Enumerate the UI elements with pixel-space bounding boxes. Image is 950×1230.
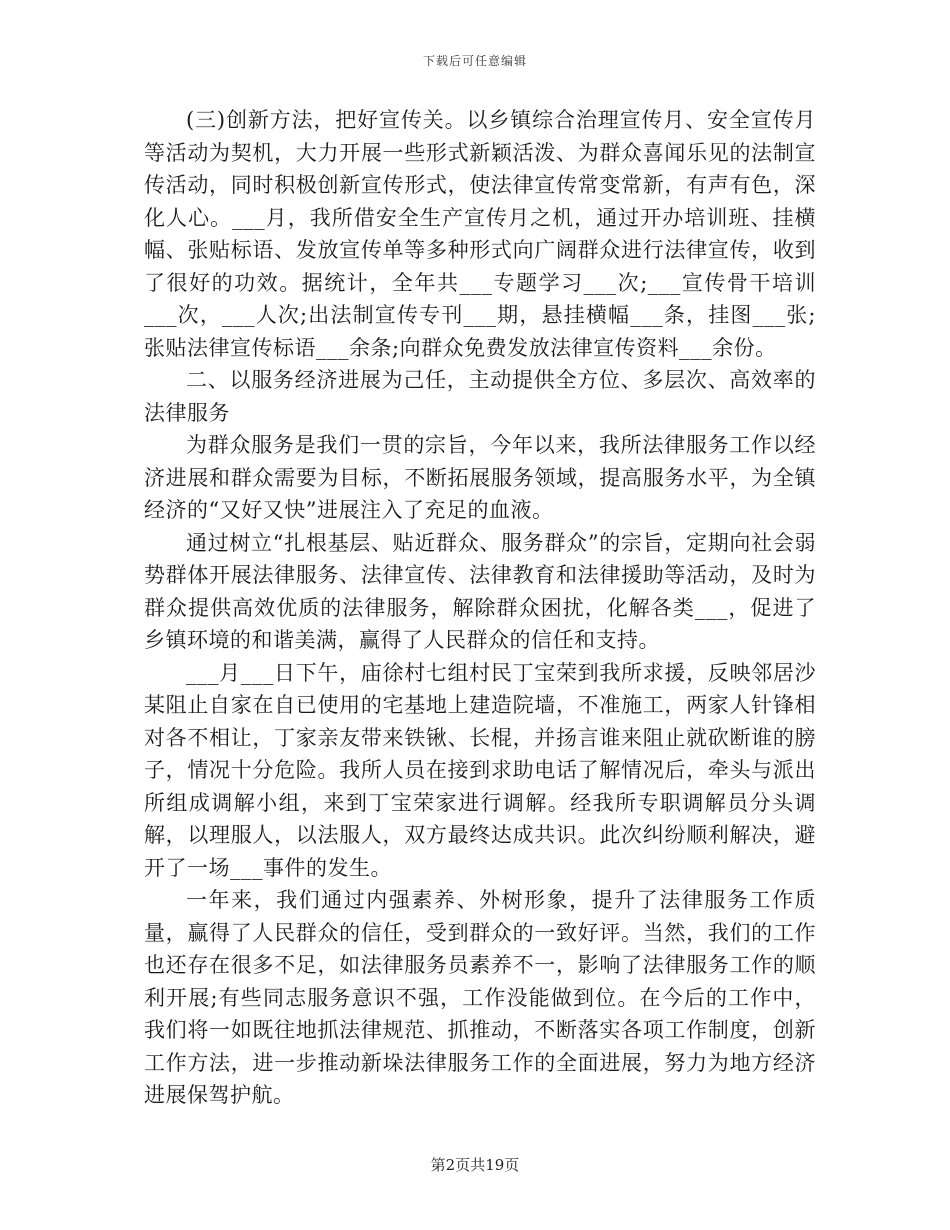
paragraph-year-summary: 一年来，我们通过内强素养、外树形象，提升了法律服务工作质量，赢得了人民群众的信任，受到群众的一致好评。当然，我们的工作也还存在很多不足，如法律服务员素养不一，影响了法律服务工作的顺利开展;有些同志服务意识不强，工作没能做到位。在今后的工作中，我们将一如既往地抓法律规范、抓推动，不断落实各项工作制度，创新工作方法，进一步推动新垛法律服务工作的全面进展，努力为地方经济进展保驾护航。 (144, 888, 816, 1107)
page-header: 下载后可任意编辑 (422, 54, 527, 68)
paragraph-innovate-methods: (三)创新方法，把好宣传关。以乡镇综合治理宣传月、安全宣传月等活动为契机，大力开展一些形式新颖活泼、为群众喜闻乐见的法制宣传活动，同时积极创新宣传形式，使法律宣传常变常新，有声有色，深化人心。___月，我所借安全生产宣传月之机，通过开办培训班、挂横幅、张贴标语、发放宣传单等多种形式向广阔群众进行法律宣传，收到了很好的功效。据统计，全年共___专题学习___次;___宣传骨干培训___次，___人次;出法制宣传专刊___期，悬挂横幅___条，挂图___张;张贴法律宣传标语___余条;向群众免费发放法律宣传资料___余份。 (144, 108, 816, 360)
paragraph-grassroots-service: 通过树立“扎根基层、贴近群众、服务群众”的宗旨，定期向社会弱势群体开展法律服务、法律宣传、法律教育和法律援助等活动，及时为群众提供高效优质的法律服务，解除群众困扰，化解各类___，促进了乡镇环境的和谐美满，赢得了人民群众的信任和支持。 (144, 530, 816, 652)
paragraph-service-purpose: 为群众服务是我们一贯的宗旨，今年以来，我所法律服务工作以经济进展和群众需要为目标，不断拓展服务领域，提高服务水平，为全镇经济的“又好又快”进展注入了充足的血液。 (144, 433, 816, 522)
section-heading-legal-service: 二、以服务经济进展为己任，主动提供全方位、多层次、高效率的法律服务 (144, 368, 816, 425)
page-number: 第2页共19页 (430, 1156, 520, 1174)
paragraph-mediation-case: ___月___日下午，庙徐村七组村民丁宝荣到我所求援，反映邻居沙某阻止自家在自已使用的宅基地上建造院墙，不准施工，两家人针锋相对各不相让，丁家亲友带来铁锹、长棍，并扬言谁来阻止就砍断谁的膀子，情况十分危险。我所人员在接到求助电话了解情况后，牵头与派出所组成调解小组，来到丁宝荣家进行调解。经我所专职调解员分头调解，以理服人，以法服人，双方最终达成共识。此次纠纷顺利解决，避开了一场___事件的发生。 (144, 660, 816, 880)
document-body (144, 104, 816, 1112)
